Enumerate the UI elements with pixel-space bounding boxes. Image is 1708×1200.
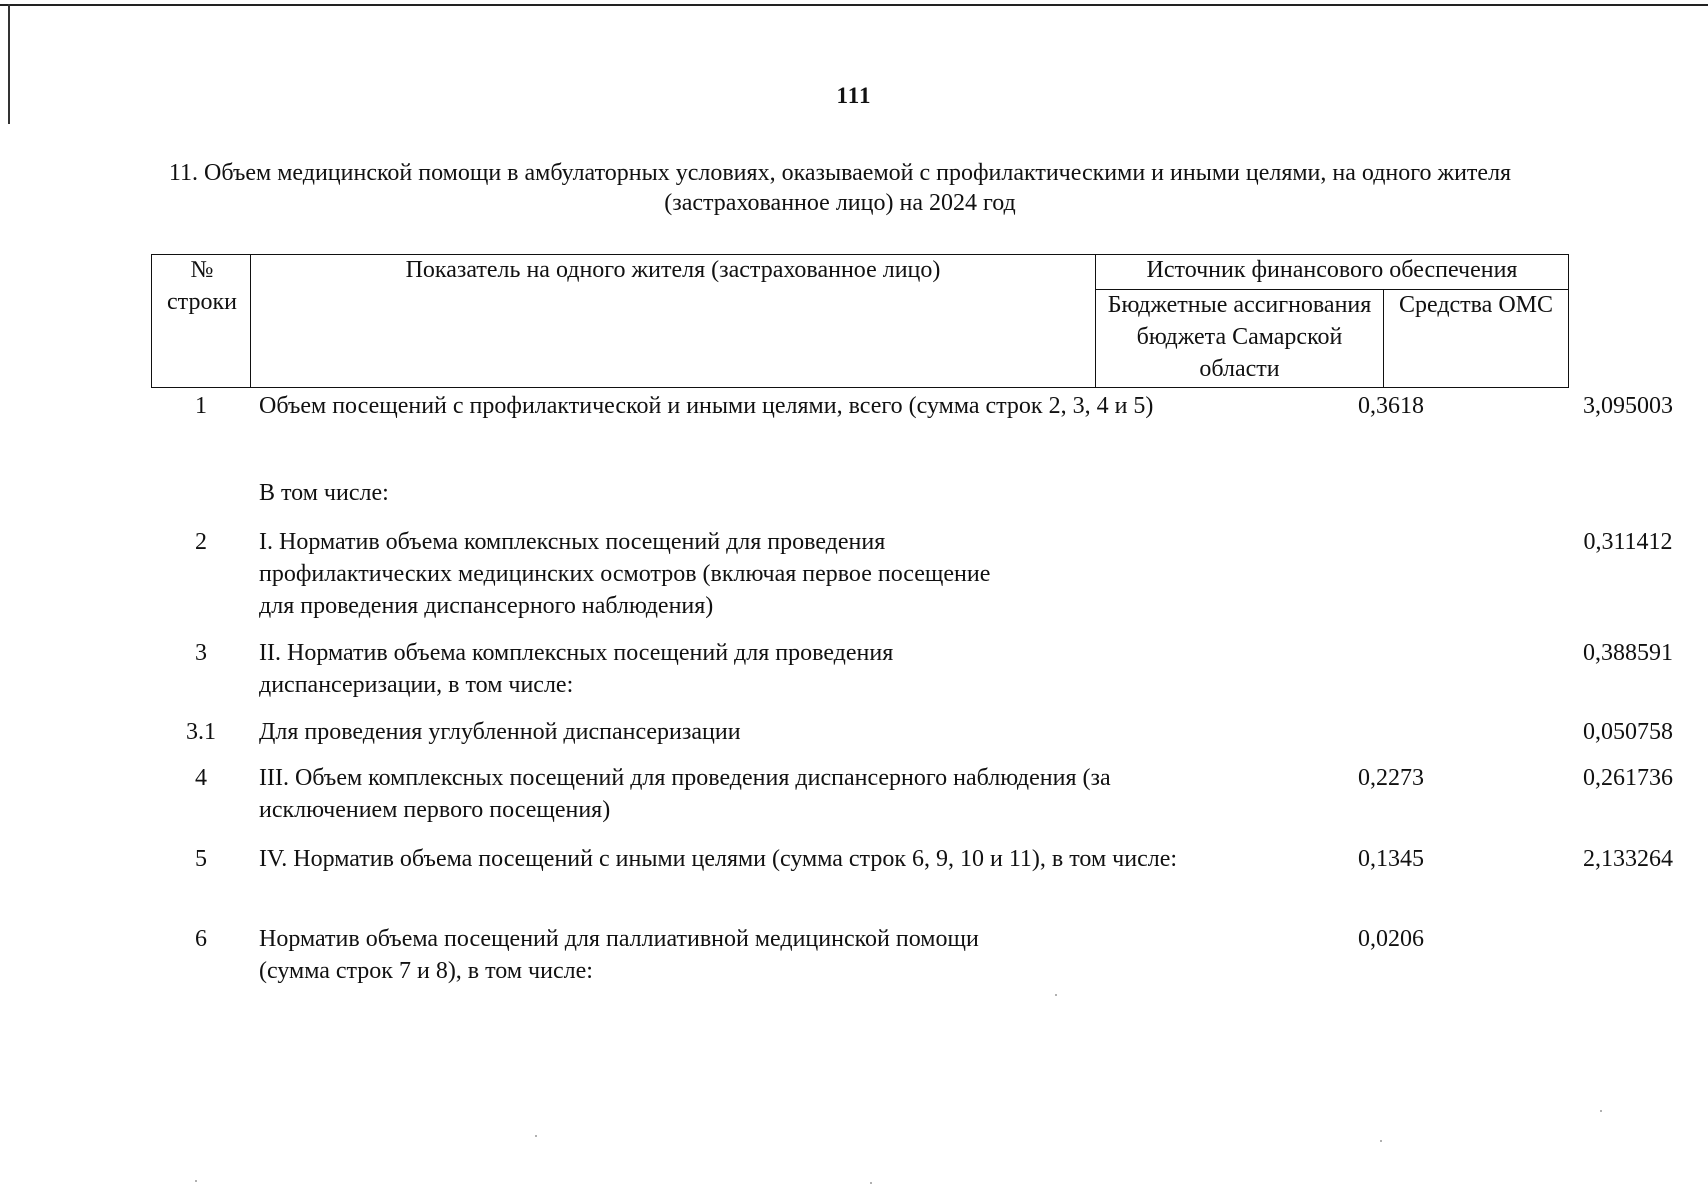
header-divider <box>1095 255 1096 387</box>
row-budget-value: 0,3618 <box>1358 393 1424 419</box>
row-number: 2 <box>195 529 207 555</box>
page-number: 111 <box>836 83 872 108</box>
row-number: 3 <box>195 640 207 666</box>
row-oms-value: 3,095003 <box>1583 393 1673 419</box>
row-description: Норматив объема посещений для паллиативной медицинской помощи (сумма строк 7 и 8), в том числе: <box>259 926 979 984</box>
header-row-number: № строки <box>167 257 237 315</box>
scan-speck <box>870 1182 872 1184</box>
document-title: 11. Объем медицинской помощи в амбулаторных условиях, оказываемой с профилактическими и иными целями, на одного жителя (застрахованное лицо) на 2024 год <box>168 160 1512 216</box>
row-description: Для проведения углубленной диспансеризации <box>259 719 741 745</box>
header-divider <box>250 255 251 387</box>
row-budget-value: 0,1345 <box>1358 846 1424 872</box>
row-budget-value: 0,2273 <box>1358 765 1424 791</box>
row-description: III. Объем комплексных посещений для проведения диспансерного наблюдения (за исключением первого посещения) <box>259 765 1111 823</box>
header-indicator: Показатель на одного жителя (застрахованное лицо) <box>405 257 941 283</box>
row-oms-value: 0,050758 <box>1583 719 1673 745</box>
scan-speck <box>1055 994 1057 996</box>
row-description: II. Норматив объема комплексных посещений для проведения диспансеризации, в том числе: <box>259 640 894 698</box>
scan-speck <box>1380 1140 1382 1142</box>
header-divider <box>1383 289 1384 387</box>
scan-speck <box>195 1180 197 1182</box>
table-header <box>151 254 1569 388</box>
row-description: В том числе: <box>259 480 389 506</box>
scan-edge-top <box>0 4 1708 6</box>
row-budget-value: 0,0206 <box>1358 926 1424 952</box>
header-funding-source: Источник финансового обеспечения <box>1146 257 1518 283</box>
header-oms: Средства ОМС <box>1398 292 1554 318</box>
row-oms-value: 0,388591 <box>1583 640 1673 666</box>
row-oms-value: 0,311412 <box>1583 529 1673 555</box>
row-number: 4 <box>195 765 207 791</box>
row-number: 1 <box>195 393 207 419</box>
row-description: Объем посещений с профилактической и иными целями, всего (сумма строк 2, 3, 4 и 5) <box>259 393 1154 419</box>
row-number: 3.1 <box>186 719 216 745</box>
row-description: I. Норматив объема комплексных посещений для проведения профилактических медицинских осмотров (включая первое посещение для проведения диспансерного наблюдения) <box>259 529 991 619</box>
row-oms-value: 0,261736 <box>1583 765 1673 791</box>
row-number: 5 <box>195 846 207 872</box>
row-oms-value: 2,133264 <box>1583 846 1673 872</box>
row-number: 6 <box>195 926 207 952</box>
header-budget: Бюджетные ассигнования бюджета Самарской области <box>1107 292 1372 382</box>
scan-speck <box>1600 1110 1602 1112</box>
row-description: IV. Норматив объема посещений с иными целями (сумма строк 6, 9, 10 и 11), в том числе: <box>259 846 1178 872</box>
scan-speck <box>535 1135 537 1137</box>
